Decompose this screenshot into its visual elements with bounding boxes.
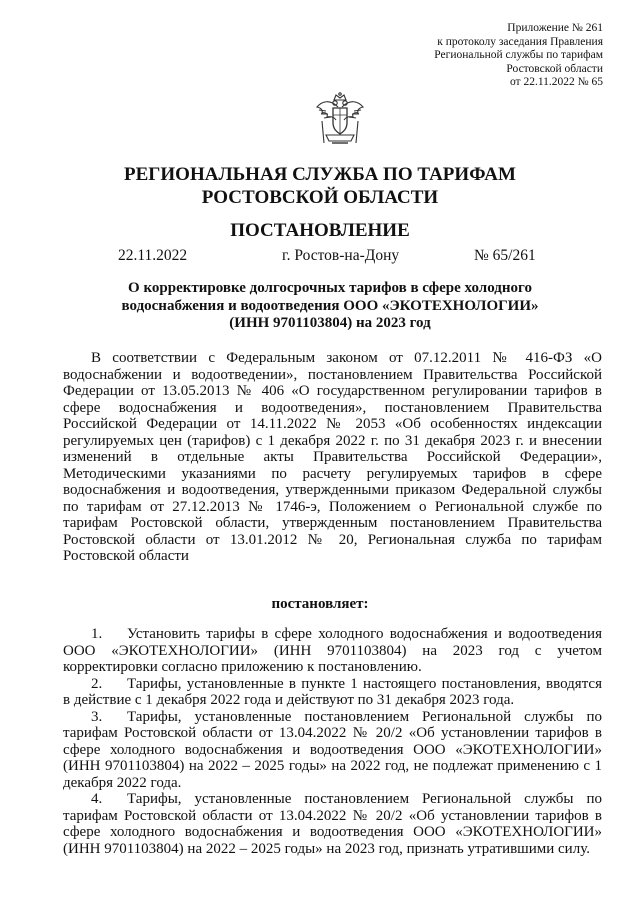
document-type: ПОСТАНОВЛЕНИЕ	[230, 220, 410, 241]
document-number: № 65/261	[474, 247, 536, 264]
document-city: г. Ростов-на-Дону	[282, 247, 400, 264]
document-date: 22.11.2022	[118, 247, 188, 264]
decree-item	[63, 626, 602, 676]
item-text: Тарифы, установленные постановлением Региональной службы по тарифам Ростовской области от 13.04.2022 № 20/2 «Об установлении тарифов в сфере холодного водоснабжения и водоотведения ООО «ЭКОТЕХНОЛОГИИ» (ИНН 9701103804) на 2022 – 2025 годы» на 2022 год, не подлежат применению с 1 декабря 2022 года.	[63, 708, 602, 791]
decree-item	[63, 709, 602, 792]
item-number: 4.	[91, 791, 103, 807]
title-line: (ИНН 9701103804) на 2023 год	[229, 315, 431, 332]
item-number: 1.	[91, 626, 103, 642]
decree-word: постановляет:	[271, 596, 369, 612]
appendix-note	[323, 22, 603, 90]
title-line: О корректировке долгосрочных тарифов в сфере холодного	[128, 280, 532, 296]
decree-items	[63, 626, 602, 857]
appendix-line: Региональной службы по тарифам	[434, 49, 603, 62]
appendix-line: от 22.11.2022 № 65	[509, 76, 603, 89]
item-number: 2.	[91, 675, 103, 692]
coat-of-arms-icon	[314, 91, 366, 147]
decree-item	[63, 791, 602, 857]
decree-item	[63, 676, 602, 709]
document-title	[70, 280, 590, 333]
item-number: 3.	[91, 708, 103, 725]
appendix-line: Ростовской области	[506, 62, 603, 75]
title-line: водоснабжения и водоотведения ООО «ЭКОТЕХНОЛОГИИ»	[121, 297, 539, 314]
appendix-line: к протоколу заседания Правления	[437, 35, 603, 48]
preamble-text: В соответствии с Федеральным законом от 07.12.2011 № 416-ФЗ «О водоснабжении и водоотведении», постановлением Правительства Российской Федерации от 13.05.2013 № 406 «О государственном регулировании тарифов в сфере водоснабжения и водоотведения», постановлением Правительства Российской Федерации от 14.11.2022 № 2053 «Об особенностях индексации регулируемых цен (тарифов) с 1 декабря 2022 г. по 31 декабря 2023 г. и внесении изменений в отдельные акты Правительства Российской Федерации», Методическими указаниями по расчету регулируемых тарифов в сфере водоснабжения и водоотведения, утвержденными приказом Федеральной службы по тарифам от 27.12.2013 № 1746-э, Положением о Региональной службе по тарифам Ростовской области, утвержденным постановлением Правительства Ростовской области от 13.01.2012 № 20, Региональная служба по тарифам Ростовской области	[63, 350, 602, 564]
preamble	[63, 350, 602, 565]
appendix-line: Приложение № 261	[507, 22, 603, 34]
item-text: Установить тарифы в сфере холодного водоснабжения и водоотведения ООО «ЭКОТЕХНОЛОГИИ» (ИНН 9701103804) на 2023 год с учетом корректировки согласно приложению к постановлению.	[63, 626, 602, 675]
item-text: Тарифы, установленные постановлением Региональной службы по тарифам Ростовской области от 13.04.2022 № 20/2 «Об установлении тарифов в сфере холодного водоснабжения и водоотведения ООО «ЭКОТЕХНОЛОГИИ» (ИНН 9701103804) на 2022 – 2025 годы» на 2023 год, признать утратившими силу.	[63, 791, 602, 857]
organization-name-line2: РОСТОВСКОЙ ОБЛАСТИ	[201, 187, 439, 208]
organization-name-line1: РЕГИОНАЛЬНАЯ СЛУЖБА ПО ТАРИФАМ	[124, 164, 516, 185]
item-text: Тарифы, установленные в пункте 1 настоящего постановления, вводятся в действие с 1 декабря 2022 года и действуют по 31 декабря 2023 года.	[63, 675, 602, 708]
